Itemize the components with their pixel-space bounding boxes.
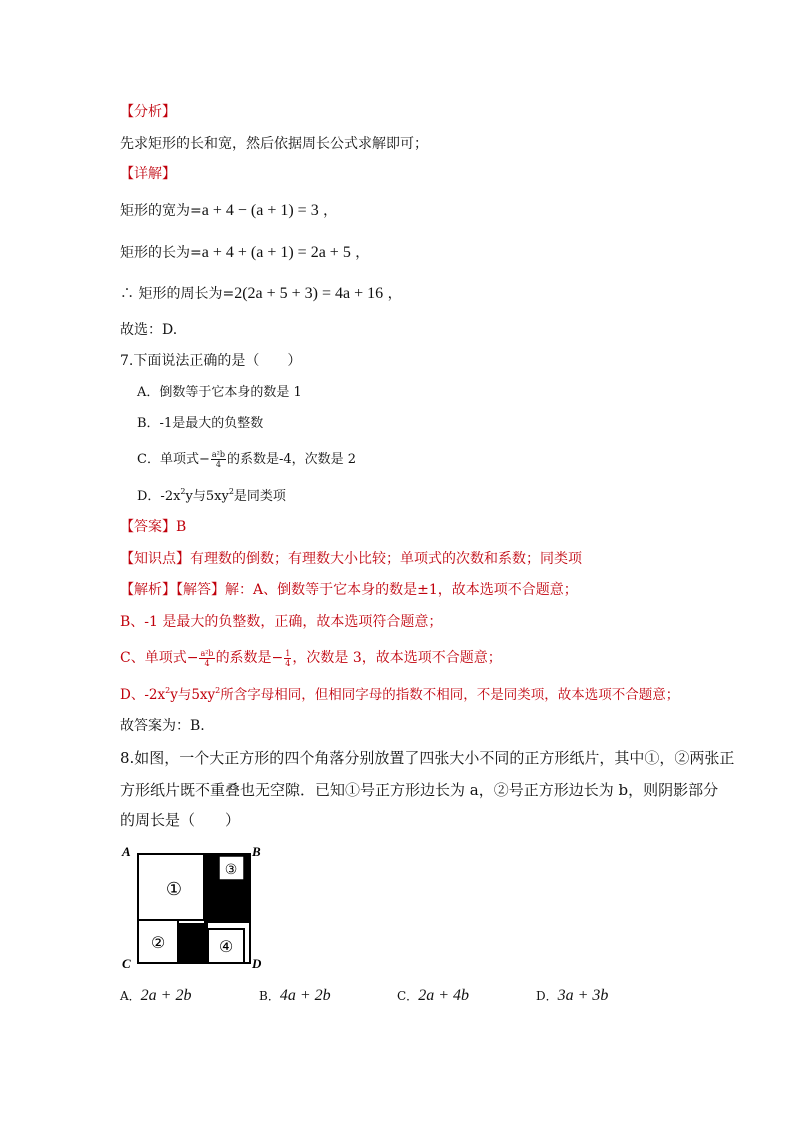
corner-d-label: D	[252, 956, 262, 971]
explanation-text: 解：A、倒数等于它本身的数是±1，故本选项不合题意；	[225, 582, 578, 598]
fraction-numerator: a²b	[200, 648, 214, 658]
fraction	[211, 450, 226, 469]
square-figure	[118, 840, 268, 972]
fraction	[284, 649, 291, 668]
perimeter-suffix: ，	[387, 286, 402, 302]
analysis-header: 【分析】	[120, 104, 176, 120]
q7-option-d-prefix: D．-2x	[137, 489, 181, 504]
fraction-denominator: 4	[285, 658, 291, 668]
knowledge-label: 【知识点】	[120, 551, 190, 567]
fraction	[199, 649, 214, 668]
length-prefix: 矩形的长为=	[120, 245, 202, 261]
option-label: B．	[259, 989, 280, 1003]
q7-option-d	[137, 487, 286, 507]
option-expression: 3a + 3b	[557, 987, 609, 1004]
corner-a-label: A	[122, 844, 131, 859]
q7-final: 故答案为：B.	[120, 718, 205, 734]
exponent: 2	[228, 487, 234, 496]
option-label: A．	[120, 989, 141, 1003]
explanation-c-prefix: C、单项式−	[120, 650, 199, 666]
knowledge-text: 有理数的倒数；有理数大小比较；单项式的次数和系数；同类项	[190, 551, 582, 567]
option-expression: 2a + 2b	[140, 987, 192, 1004]
square-4-label: ④	[218, 937, 234, 956]
length-expression: a + 4 + (a + 1) = 2a + 5	[201, 244, 351, 261]
explanation-c-middle: 的系数是−	[215, 650, 284, 666]
fraction-numerator: a²b	[211, 450, 225, 459]
q8-option-c	[397, 986, 469, 1005]
width-suffix: ，	[323, 203, 338, 219]
square-2-label: ②	[150, 933, 166, 952]
square-3-label: ③	[224, 862, 238, 878]
corner-c-label: C	[122, 956, 131, 971]
q7-explanation	[120, 580, 578, 600]
q7-explanation-c	[120, 648, 502, 668]
explanation-c-suffix: ，次数是 3，故本选项不合题意；	[292, 650, 502, 666]
q7-option-c-prefix: C．单项式−	[137, 452, 210, 467]
length-suffix: ，	[355, 245, 370, 261]
option-expression: 4a + 2b	[279, 987, 331, 1004]
width-expression: a + 4 − (a + 1) = 3	[201, 202, 319, 219]
exponent: 2	[180, 487, 186, 496]
option-label: D．	[536, 989, 558, 1003]
q8-stem-line1: 8.如图，一个大正方形的四个角落分别放置了四张大小不同的正方形纸片，其中①，②两张正	[120, 749, 735, 767]
shaded-region-bottom	[178, 923, 204, 963]
perimeter-prefix: ∴ 矩形的周长为=	[120, 286, 235, 302]
q7-option-d-suffix: 是同类项	[233, 489, 286, 504]
q7-option-b: B．-1是最大的负整数	[137, 416, 264, 431]
q7-answer: 【答案】B	[120, 519, 187, 535]
explanation-d-prefix: D、-2x	[120, 687, 166, 703]
q7-stem: 7.下面说法正确的是（ ）	[120, 353, 302, 369]
width-line	[120, 201, 337, 221]
explanation-d-middle: y与5xy	[170, 687, 216, 703]
explanation-d-suffix: 所含字母相同，但相同字母的指数不相同，不是同类项，故本选项不合题意；	[220, 687, 680, 703]
q8-option-d	[536, 986, 608, 1005]
exponent: 2	[215, 686, 221, 695]
detail-choice: 故选：D.	[120, 322, 178, 338]
q7-knowledge	[120, 549, 582, 569]
exponent: 2	[165, 686, 171, 695]
analysis-text: 先求矩形的长和宽，然后依据周长公式求解即可；	[120, 136, 428, 152]
fraction-numerator: 1	[285, 648, 291, 658]
square-1-label: ①	[165, 879, 183, 900]
q7-option-d-middle: y与5xy	[185, 489, 229, 504]
fraction-denominator: 4	[204, 658, 210, 668]
option-expression: 2a + 4b	[418, 987, 469, 1004]
q7-option-c-suffix: 的系数是-4，次数是 2	[226, 452, 357, 467]
length-line	[120, 243, 369, 263]
q7-option-a: A．倒数等于它本身的数是 1	[137, 385, 302, 400]
explanation-label: 【解析】【解答】	[120, 582, 225, 598]
q8-stem-line2: 方形纸片既不重叠也无空隙．已知①号正方形边长为 a，②号正方形边长为 b，则阴影部分	[120, 781, 719, 799]
option-label: C．	[397, 989, 419, 1003]
q8-option-b	[259, 986, 331, 1005]
fraction-denominator: 4	[215, 460, 221, 469]
corner-b-label: B	[252, 844, 261, 859]
q7-explanation-b: B、-1 是最大的负整数，正确，故本选项符合题意；	[120, 614, 443, 630]
detail-header: 【详解】	[120, 166, 176, 182]
q8-stem-line3: 的周长是（ ）	[120, 811, 241, 829]
perimeter-expression: 2(2a + 5 + 3) = 4a + 16	[234, 285, 384, 302]
q7-option-c	[137, 450, 356, 470]
perimeter-line	[120, 284, 402, 304]
q7-explanation-d	[120, 685, 679, 705]
q8-option-a	[120, 986, 191, 1005]
width-prefix: 矩形的宽为=	[120, 203, 202, 219]
